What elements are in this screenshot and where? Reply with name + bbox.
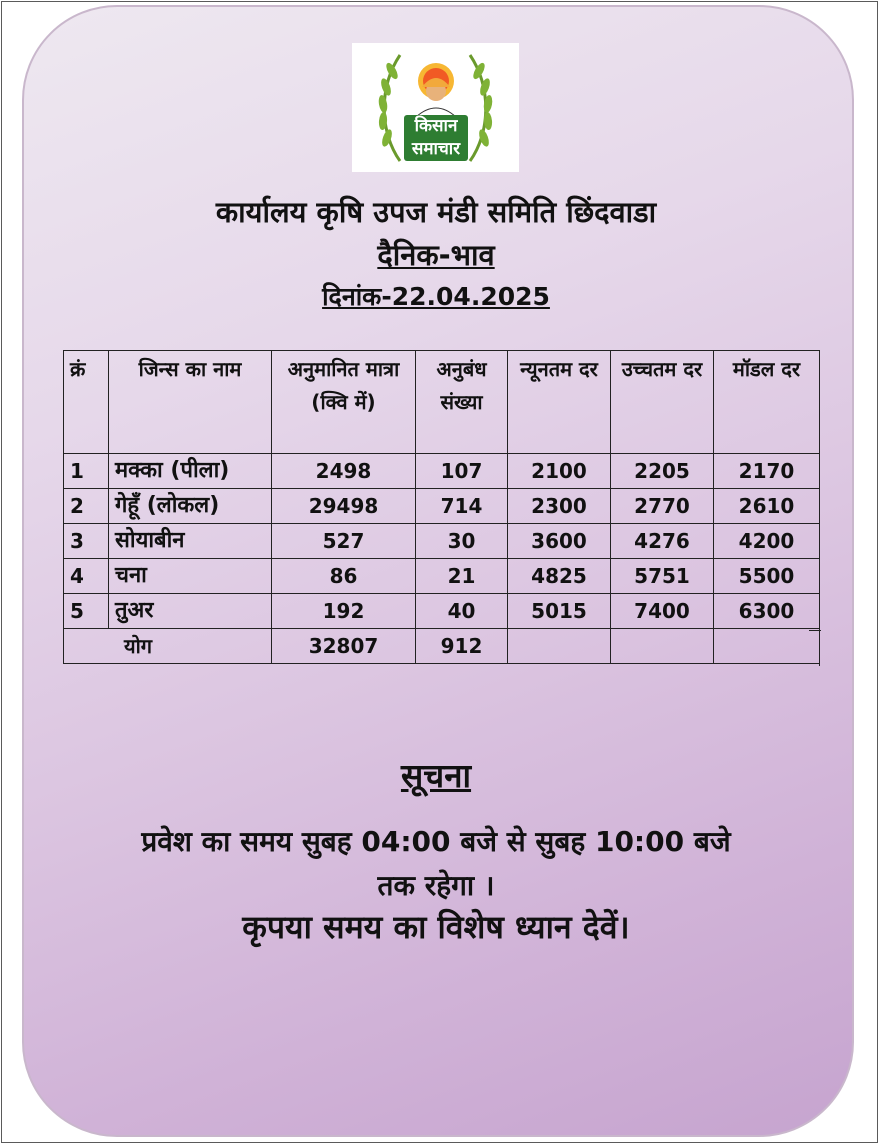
cell-max-rate: 7400 bbox=[611, 594, 714, 629]
notice-line-2: तक रहेगा । bbox=[377, 869, 495, 902]
col-header-contracts: अनुबंध संख्या bbox=[416, 351, 508, 454]
cell-min-rate: 2300 bbox=[508, 489, 611, 524]
daily-rates-title: दैनिक-भाव bbox=[377, 238, 495, 272]
cell-min-rate: 4825 bbox=[508, 559, 611, 594]
cell-commodity: मक्का (पीला) bbox=[109, 454, 272, 489]
empty-cell bbox=[611, 629, 714, 664]
table-row bbox=[64, 489, 820, 524]
cell-contracts: 107 bbox=[416, 454, 508, 489]
cell-serial: 2 bbox=[64, 489, 109, 524]
cell-max-rate: 2205 bbox=[611, 454, 714, 489]
report-date: दिनांक-22.04.2025 bbox=[322, 282, 550, 311]
cell-max-rate: 2770 bbox=[611, 489, 714, 524]
cell-min-rate: 3600 bbox=[508, 524, 611, 559]
cell-commodity: चना bbox=[109, 559, 272, 594]
cell-model-rate: 5500 bbox=[714, 559, 820, 594]
rates-table bbox=[63, 350, 820, 664]
cell-model-rate: 6300 bbox=[714, 594, 820, 629]
cell-quantity: 192 bbox=[272, 594, 416, 629]
notice-title: सूचना bbox=[400, 756, 472, 795]
table-border-extension bbox=[819, 630, 820, 666]
kisan-samachar-logo bbox=[352, 43, 519, 172]
cell-contracts: 30 bbox=[416, 524, 508, 559]
notice-line-1: प्रवेश का समय सुबह 04:00 बजे से सुबह 10:00 बजे bbox=[141, 825, 731, 858]
col-header-max-rate: उच्चतम दर bbox=[611, 351, 714, 454]
cell-model-rate: 4200 bbox=[714, 524, 820, 559]
table-row bbox=[64, 594, 820, 629]
table-row bbox=[64, 454, 820, 489]
empty-cell bbox=[714, 629, 820, 664]
cell-quantity: 86 bbox=[272, 559, 416, 594]
col-header-serial: क्रं bbox=[64, 351, 109, 454]
cell-serial: 5 bbox=[64, 594, 109, 629]
cell-max-rate: 4276 bbox=[611, 524, 714, 559]
cell-commodity: सोयाबीन bbox=[109, 524, 272, 559]
col-header-quantity: अनुमानित मात्रा (क्वि में) bbox=[272, 351, 416, 454]
cell-commodity: गेहूँ (लोकल) bbox=[109, 489, 272, 524]
col-header-commodity: जिन्स का नाम bbox=[109, 351, 272, 454]
cell-serial: 3 bbox=[64, 524, 109, 559]
cell-commodity: तुअर bbox=[109, 594, 272, 629]
cell-serial: 4 bbox=[64, 559, 109, 594]
cell-contracts: 21 bbox=[416, 559, 508, 594]
cell-contracts: 40 bbox=[416, 594, 508, 629]
cell-quantity: 29498 bbox=[272, 489, 416, 524]
logo-text-line2: समाचार bbox=[411, 139, 461, 159]
cell-model-rate: 2610 bbox=[714, 489, 820, 524]
office-title: कार्यालय कृषि उपज मंडी समिति छिंदवाडा bbox=[215, 195, 657, 229]
table-row bbox=[64, 524, 820, 559]
notice-line-3: कृपया समय का विशेष ध्यान देवें। bbox=[242, 908, 630, 946]
total-quantity: 32807 bbox=[272, 629, 416, 664]
col-header-model-rate: मॉडल दर bbox=[714, 351, 820, 454]
cell-min-rate: 2100 bbox=[508, 454, 611, 489]
table-header-row bbox=[64, 351, 820, 454]
total-label: योग bbox=[64, 629, 272, 664]
cell-max-rate: 5751 bbox=[611, 559, 714, 594]
table-total-row bbox=[64, 629, 820, 664]
empty-cell bbox=[508, 629, 611, 664]
table-row bbox=[64, 559, 820, 594]
cell-min-rate: 5015 bbox=[508, 594, 611, 629]
cell-model-rate: 2170 bbox=[714, 454, 820, 489]
cell-contracts: 714 bbox=[416, 489, 508, 524]
col-header-min-rate: न्यूनतम दर bbox=[508, 351, 611, 454]
cell-serial: 1 bbox=[64, 454, 109, 489]
cell-quantity: 527 bbox=[272, 524, 416, 559]
cell-quantity: 2498 bbox=[272, 454, 416, 489]
total-contracts: 912 bbox=[416, 629, 508, 664]
logo-text-line1: किसान bbox=[414, 116, 458, 136]
